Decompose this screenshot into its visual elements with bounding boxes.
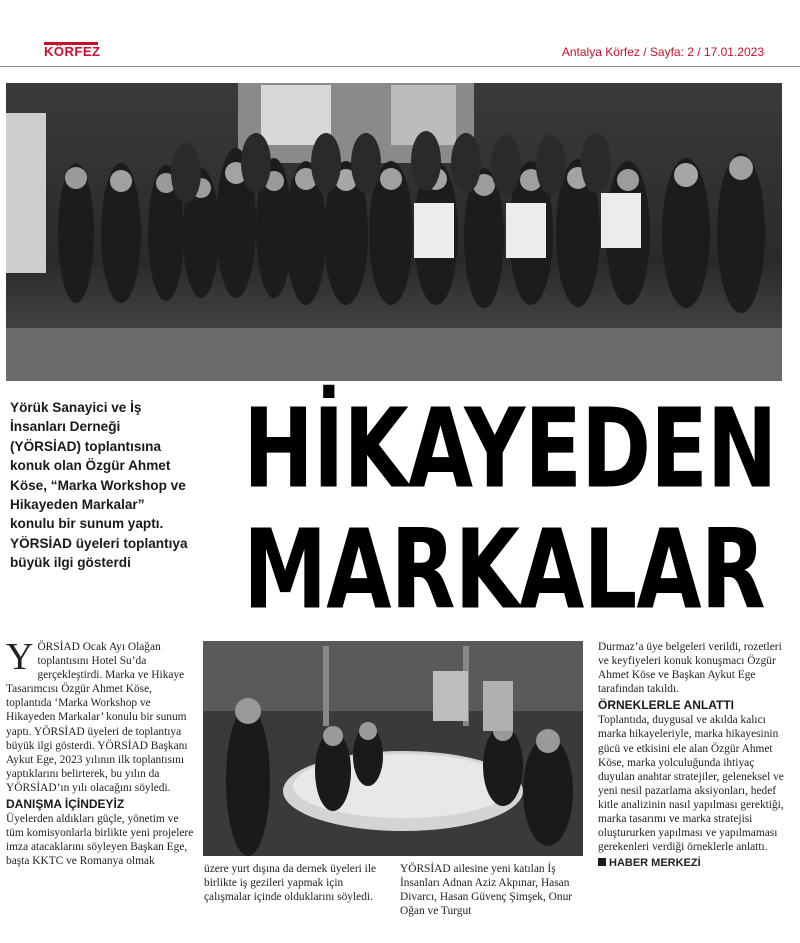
body-paragraph-3: üzere yurt dışına da dernek üyeleri ile birlikte iş gezileri yapmak için çalışmalar içinde olduklarını söyledi. (204, 863, 377, 904)
issue-info: Antalya Körfez / Sayfa: 2 / 17.01.2023 (561, 45, 764, 59)
header-divider (0, 66, 800, 67)
byline: HABER MERKEZİ (598, 856, 788, 870)
body-paragraph-5: Durmaz’a üye belgeleri verildi, rozetleri ve keyfiyeleri konuk konuşmacı Özgür Ahmet Köse ve Başkan Aykut Ege tarafından takıldı. (598, 641, 782, 696)
subhead-ornekler: ÖRNEKLERLE ANLATTI (598, 698, 734, 713)
body-column-1 (6, 636, 196, 868)
body-column-3 (598, 640, 788, 870)
group-photo (6, 83, 782, 381)
body-paragraph-2: Üyelerden aldıkları güçle, yönetim ve tüm komisyonlarla birlikte yeni projelere imza atacaklarını söyleyen Başkan Ege, başta KKTC ve Romanya olmak (6, 813, 194, 868)
headline-line-1: HİKAYEDEN (243, 385, 777, 514)
body-paragraph-6: Toplantıda, duygusal ve akılda kalıcı marka hikayeleriyle, marka hikayesinin gücü ve etkisini ele alan Özgür Ahmet Köse, marka yolculuğunda ihtiyaç duyulan anahtar stratejiler, geleneksel ve yeni nesil pazarlama aksiyonları, hedef kitle analizinin nasıl yapılması gerektiği, marka tasarımı ve marka stratejisi oluştururken yapılması ve yapılmaması gerekenleri verdiği örneklerle anlattı. (598, 714, 784, 854)
drop-cap: Y (6, 636, 34, 678)
article-intro: Yörük Sanayici ve İş İnsanları Derneği (YÖRSİAD) toplantısına konuk olan Özgür Ahmet Köse, “Marka Workshop ve Hikayeden Markalar” konulu bir sunum yaptı. YÖRSİAD üyeleri toplantıya büyük ilgi gösterdi (10, 400, 188, 571)
newspaper-logo: KÖRFEZ (44, 44, 101, 59)
body-paragraph-1: YÖRSİAD Ocak Ayı Olağan toplantısını Hotel Su’da gerçekleştirdi. Marka ve Hikaye Tasarımcısı Özgür Ahmet Köse, toplantıda ‘Marka Workshop ve Hikayeden Markalar’ konulu bir sunum yaptı. YÖRSİAD üyeleri de toplantıya büyük ilgi gösterdi. YÖRSİAD Başkanı Aykut Ege, 2023 yılının ilk toplantısını yaptıklarını belirterek, bu yılın da YÖRSİAD’ın yılı olacağını söyledi. (6, 636, 188, 794)
body-paragraph-4: YÖRSİAD ailesine yeni katılan İş İnsanları Adnan Aziz Akpınar, Hasan Divarcı, Hasan Güvenç Şimşek, Onur Oğan ve Turgut (400, 863, 573, 918)
square-icon (598, 858, 606, 866)
article-headline (243, 385, 777, 635)
subhead-danisma: DANIŞMA İÇİNDEYİZ (6, 797, 125, 812)
event-photo (203, 641, 583, 856)
masthead (0, 0, 800, 70)
body-column-2b (400, 862, 585, 918)
body-column-2a (204, 862, 384, 904)
headline-line-2: MARKALAR (243, 506, 765, 635)
